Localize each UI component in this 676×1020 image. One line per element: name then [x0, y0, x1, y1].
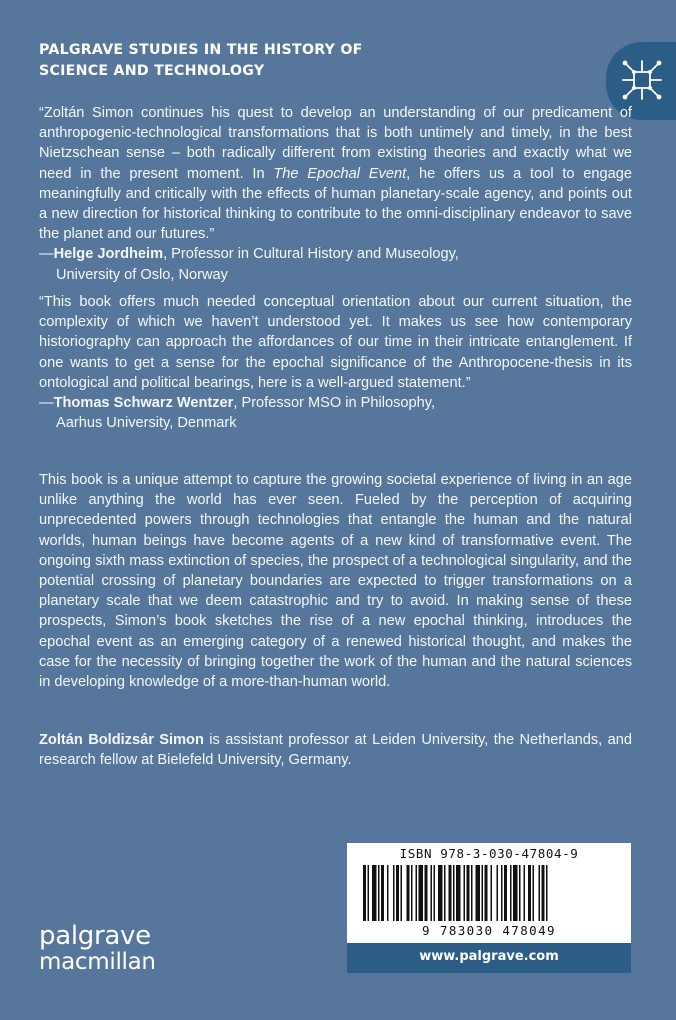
website-bar: [347, 943, 631, 973]
logo-line-2: macmillan: [39, 949, 156, 975]
logo-line-1: palgrave: [39, 921, 151, 951]
isbn-digits: 9 783030 478049: [422, 923, 556, 938]
quote-2-name: Thomas Schwarz Wentzer: [53, 395, 234, 412]
series-title: [39, 40, 363, 82]
palgrave-macmillan-logo: [39, 922, 156, 974]
barcode-panel: [347, 843, 631, 943]
publisher-website[interactable]: www.palgrave.com: [419, 949, 559, 964]
series-title-line-1: PALGRAVE STUDIES IN THE HISTORY OF: [39, 42, 363, 58]
barcode-block: [347, 843, 631, 973]
quote-2-text: “This book offers much needed conceptual orientation about our current situation, the complexity of which we haven’t understood yet. It makes us see how contemporary historiography can approach the affordances of our time in their intricate entanglement. If one wants to get a sense for the epochal significance of the Anthropocene-thesis in its ontological and political bearings, here is a well-argued statement.”: [39, 294, 632, 391]
quote-1-part-2: , he offers us a tool to engage meaningfully and critically with the effects of human planetary-scale agency, and points out a new direction for historical thinking to contribute to the omni-disciplinary endeavor to save the planet and our futures.”: [39, 165, 632, 243]
quote-2-attribution: [39, 393, 632, 433]
author-name: Zoltán Boldizsár Simon: [39, 732, 204, 748]
quote-1-part-1: “Zoltán Simon continues his quest to develop an understanding of our predicament of anthropogenic-technological transformations that is both untimely and timely, in the best Nietzschean sense – both radically different from existing theories and exactly what we need in the present moment. In: [39, 105, 632, 182]
author-bio-text: [39, 730, 632, 770]
author-bio-body: is assistant professor at Leiden University, the Netherlands, and research fellow at Bielefeld University, Germany.: [39, 732, 632, 769]
palgrave-network-icon: [620, 58, 664, 102]
quote-2-role: , Professor MSO in Philosophy,: [233, 395, 436, 412]
quote-1-book-title: The Epochal Event: [273, 165, 407, 182]
quote-1-text: [39, 103, 632, 244]
quote-2-dash: —: [39, 395, 54, 412]
series-title-line-2: SCIENCE AND TECHNOLOGY: [39, 63, 265, 79]
quote-1-role: , Professor in Cultural History and Museology,: [163, 246, 459, 263]
quote-2-affiliation: Aarhus University, Denmark: [56, 415, 237, 432]
quote-1-name: Helge Jordheim: [53, 246, 164, 263]
isbn-label: ISBN 978-3-030-47804-9: [399, 846, 579, 861]
quote-1-attribution: [39, 244, 632, 284]
endorsement-quote-1: [39, 103, 632, 285]
quote-1-affiliation: University of Oslo, Norway: [56, 266, 228, 283]
endorsement-quote-2: [39, 292, 632, 433]
description-text: This book is a unique attempt to capture the growing societal experience of living in an age unlike anything the world has ever seen. Fueled by the perception of acquiring unprecedented powers through technologies that entangle the human and the natural worlds, human beings have become agents of a new kind of transformative event. The ongoing sixth mass extinction of species, the prospect of a technological singularity, and the potential crossing of planetary boundaries are expected to trigger transformations on a planetary scale that we deem catastrophic and try to avoid. In making sense of these prospects, Simon’s book sketches the rise of a new epochal thinking, introduces the epochal event as an emerging category of a renewed historical thought, and makes the case for the necessity of bringing together the work of the human and the natural sciences in developing knowledge of a more-than-human world.: [39, 472, 632, 691]
barcode-icon: [361, 865, 617, 925]
quote-1-dash: —: [39, 246, 54, 263]
author-bio: [39, 730, 632, 770]
book-description: [39, 470, 632, 692]
